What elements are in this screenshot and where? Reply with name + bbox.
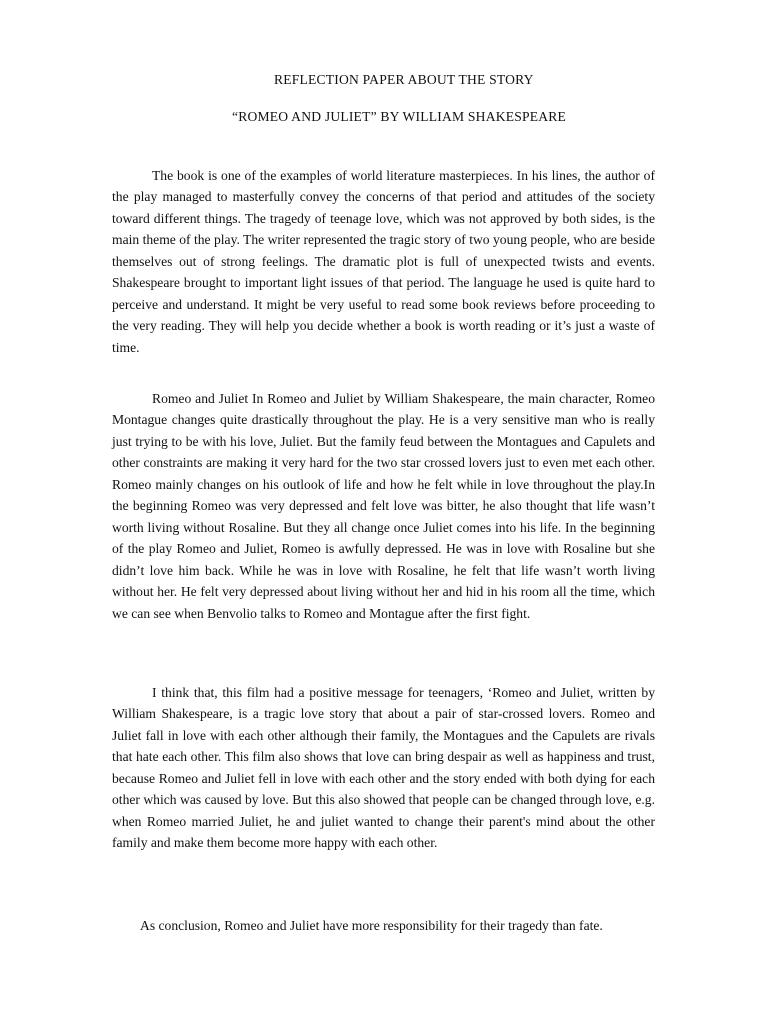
paragraph-introduction: The book is one of the examples of world literature masterpieces. In his lines, the author of the play managed to masterfully convey the concerns of that period and attitudes of the society toward different things. The tragedy of teenage love, which was not approved by both sides, is the main theme of the play. The writer represented the tragic story of two young people, who are beside themselves out of strong feelings. The dramatic plot is full of unexpected twists and events. Shakespeare brought to important light issues of that period. The language he used is quite hard to perceive and understand. It might be very useful to read some book reviews before proceeding to the very reading. They will help you decide whether a book is worth reading or it’s just a waste of time.	[112, 168, 655, 355]
paragraph-film-message: I think that, this film had a positive message for teenagers, ‘Romeo and Juliet, written by William Shakespeare, is a tragic love story that about a pair of star-crossed lovers. Romeo and Juliet fall in love with each other although their family, the Montagues and the Capulets are rivals that hate each other. This film also shows that love can bring despair as well as happiness and trust, because Romeo and Juliet fell in love with each other and the story ended with both dying for each other which was caused by love. But this also showed that people can be changed through love, e.g. when Romeo married Juliet, he and juliet wanted to change their parent's mind about the other family and make them become more happy with each other.	[112, 685, 655, 851]
document-subtitle: “ROMEO AND JULIET” BY WILLIAM SHAKESPEARE	[232, 109, 567, 124]
paragraph-conclusion: As conclusion, Romeo and Juliet have more responsibility for their tragedy than fate.	[140, 918, 603, 933]
document-title: REFLECTION PAPER ABOUT THE STORY	[274, 72, 534, 87]
paragraph-romeo-character: Romeo and Juliet In Romeo and Juliet by William Shakespeare, the main character, Romeo Montague changes quite drastically throughout the play. He is a very sensitive man who is really just trying to be with his love, Juliet. But the family feud between the Montagues and Capulets and other constraints are making it very hard for the two star crossed lovers just to even met each other. Romeo mainly changes on his outlook of life and how he felt while in love throughout the play.In the beginning Romeo was very depressed and felt love was bitter, he also thought that life wasn’t worth living without Rosaline. But they all change once Juliet comes into his life. In the beginning of the play Romeo and Juliet, Romeo is awfully depressed. He was in love with Rosaline but she didn’t love him back. While he was in love with Rosaline, he felt that life wasn’t worth living without her. He felt very depressed about living without her and hid in his room all the time, which we can see when Benvolio talks to Romeo and Montague after the first fight.	[112, 391, 655, 621]
